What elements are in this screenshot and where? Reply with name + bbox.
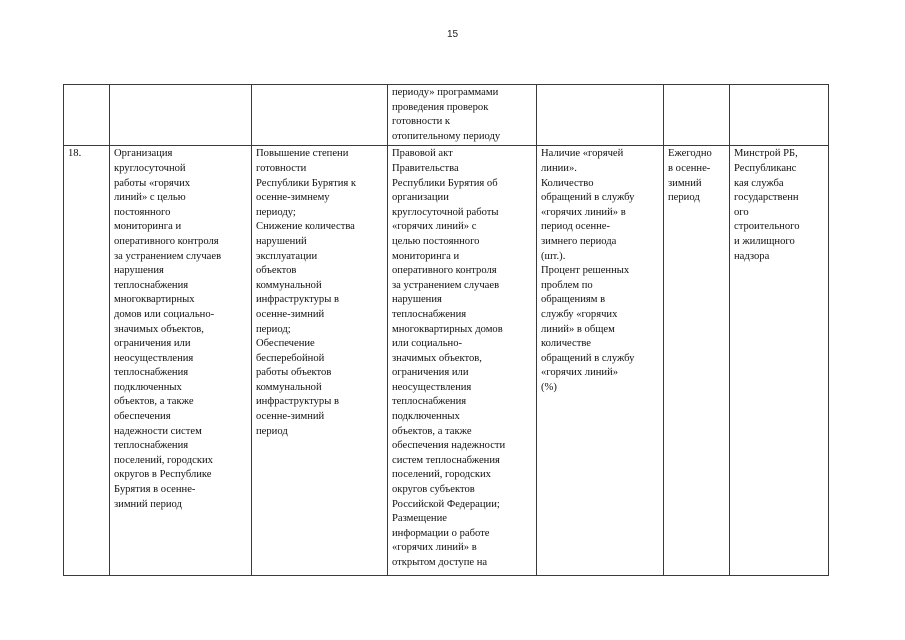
- cell-deadline: [664, 85, 730, 146]
- page-number: 15: [446, 29, 459, 40]
- cell-document: Правовой акт Правительства Республики Бурятия об организации круглосуточной работы «горячих линий» с целью постоянного мониторинга и оперативного контроля за устранением случаев нарушения теплоснабжения многоквартирных домов или социально- значимых объектов, ограничения или неосуществления теплоснабжения подключенных объектов, а также обеспечения надежности систем теплоснабжения поселений, городских округов субъектов Российской Федерации; Размещение информации о работе «горячих линий» в открытом доступе на: [388, 146, 537, 576]
- cell-indicator: Наличие «горячей линии». Количество обращений в службу «горячих линий» в период осенне- зимнего периода (шт.). Процент решенных проблем по обращениям в службу «горячих линий» в общем количестве обращений в службу «горячих линий» (%): [537, 146, 664, 576]
- cell-number: [64, 85, 110, 146]
- cell-event: [110, 85, 252, 146]
- cell-document: периоду» программами проведения проверок готовности к отопительному периоду: [388, 85, 537, 146]
- table-row-continuation: [64, 85, 829, 146]
- cell-indicator: [537, 85, 664, 146]
- cell-number: 18.: [64, 146, 110, 576]
- cell-responsible: Минстрой РБ, Республиканс кая служба государственн ого строительного и жилищного надзора: [730, 146, 829, 576]
- cell-goal: [252, 85, 388, 146]
- cell-responsible: [730, 85, 829, 146]
- measures-table: [63, 84, 829, 576]
- cell-goal: Повышение степени готовности Республики Бурятия к осенне-зимнему периоду; Снижение количества нарушений эксплуатации объектов коммунальной инфраструктуры в осенне-зимний период; Обеспечение бесперебойной работы объектов коммунальной инфраструктуры в осенне-зимний период: [252, 146, 388, 576]
- table-row-18: [64, 146, 829, 576]
- cell-deadline: Ежегодно в осенне- зимний период: [664, 146, 730, 576]
- cell-event: Организация круглосуточной работы «горячих линий» с целью постоянного мониторинга и оперативного контроля за устранением случаев нарушения теплоснабжения многоквартирных домов или социально- значимых объектов, ограничения или неосуществления теплоснабжения подключенных объектов, а также обеспечения надежности систем теплоснабжения поселений, городских округов в Республике Бурятия в осенне- зимний период: [110, 146, 252, 576]
